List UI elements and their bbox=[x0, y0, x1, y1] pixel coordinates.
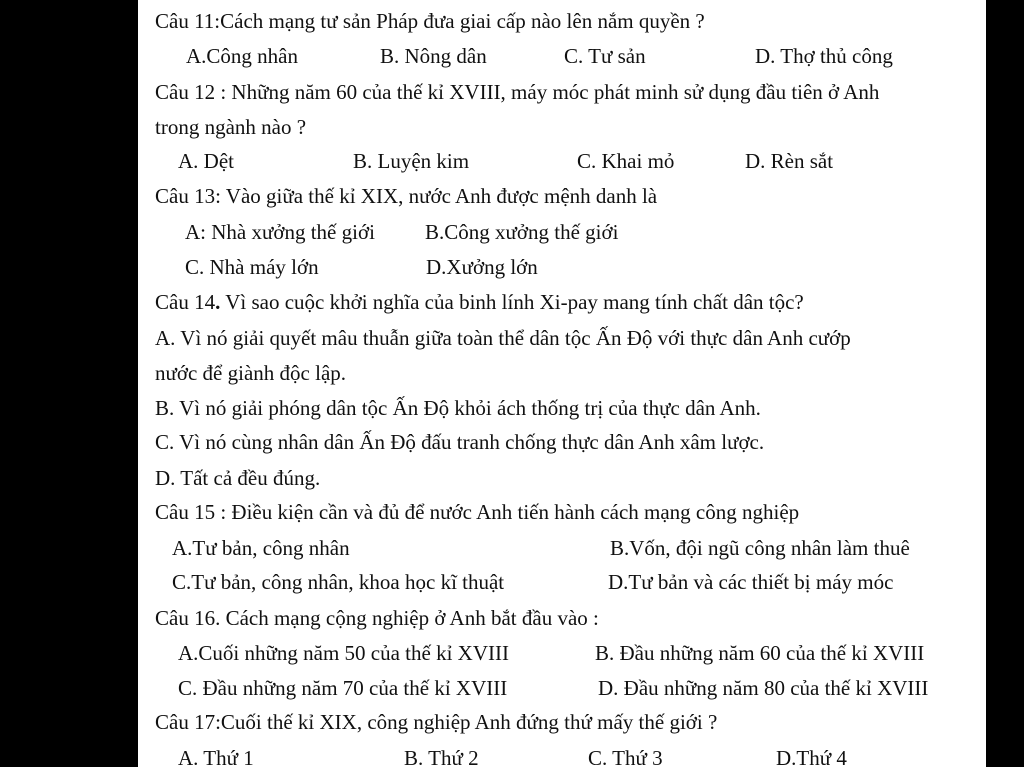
question-15-option-b: B.Vốn, đội ngũ công nhân làm thuê bbox=[610, 536, 910, 560]
question-13-option-b: B.Công xưởng thế giới bbox=[425, 220, 619, 244]
question-13-stem: Câu 13: Vào giữa thế kỉ XIX, nước Anh được mệnh danh là bbox=[155, 184, 658, 208]
question-12-option-a: A. Dệt bbox=[178, 149, 234, 173]
document-page bbox=[138, 0, 986, 767]
question-14-label-dot: . bbox=[215, 290, 221, 314]
question-12-stem-line2: trong ngành nào ? bbox=[155, 115, 307, 139]
question-14-option-c: C. Vì nó cùng nhân dân Ấn Độ đấu tranh chống thực dân Anh xâm lược. bbox=[155, 430, 765, 454]
question-11-option-b: B. Nông dân bbox=[380, 44, 487, 68]
question-14-stem bbox=[155, 290, 804, 314]
question-13-option-d: D.Xưởng lớn bbox=[426, 255, 538, 279]
question-12-stem-line1: Câu 12 : Những năm 60 của thế kỉ XVIII, máy móc phát minh sử dụng đầu tiên ở Anh bbox=[155, 80, 880, 104]
question-12-option-b: B. Luyện kim bbox=[353, 149, 470, 173]
right-black-border bbox=[986, 0, 1024, 767]
question-17-stem: Câu 17:Cuối thế kỉ XIX, công nghiệp Anh đứng thứ mấy thế giới ? bbox=[155, 710, 718, 734]
question-11-stem: Câu 11:Cách mạng tư sản Pháp đưa giai cấp nào lên nắm quyền ? bbox=[155, 9, 705, 33]
question-16-option-c: C. Đầu những năm 70 của thế kỉ XVIII bbox=[178, 676, 508, 700]
question-16-option-a: A.Cuối những năm 50 của thế kỉ XVIII bbox=[178, 641, 509, 665]
question-17-option-d: D.Thứ 4 bbox=[776, 746, 847, 767]
left-black-border bbox=[0, 0, 138, 767]
question-12-option-c: C. Khai mỏ bbox=[577, 149, 675, 173]
question-14-stem-text: Vì sao cuộc khởi nghĩa của binh lính Xi-pay mang tính chất dân tộc? bbox=[220, 290, 804, 314]
question-16-option-d: D. Đầu những năm 80 của thế kỉ XVIII bbox=[598, 676, 929, 700]
question-11-option-c: C. Tư sản bbox=[564, 44, 646, 68]
question-13-option-a: A: Nhà xưởng thế giới bbox=[185, 220, 375, 244]
question-14-option-a-line2: nước để giành độc lập. bbox=[155, 361, 347, 385]
question-14-label: Câu 14 bbox=[155, 290, 216, 314]
question-12-option-d: D. Rèn sắt bbox=[745, 149, 834, 173]
question-14-option-a-line1: A. Vì nó giải quyết mâu thuẫn giữa toàn thể dân tộc Ấn Độ với thực dân Anh cướp bbox=[155, 326, 851, 350]
question-15-option-c: C.Tư bản, công nhân, khoa học kĩ thuật bbox=[172, 570, 505, 594]
question-15-option-d: D.Tư bản và các thiết bị máy móc bbox=[608, 570, 894, 594]
question-16-option-b: B. Đầu những năm 60 của thế kỉ XVIII bbox=[595, 641, 925, 665]
question-17-option-b: B. Thứ 2 bbox=[404, 746, 479, 767]
question-14-option-d: D. Tất cả đều đúng. bbox=[155, 466, 321, 490]
question-14-option-b: B. Vì nó giải phóng dân tộc Ấn Độ khỏi ách thống trị của thực dân Anh. bbox=[155, 396, 761, 420]
question-11-option-a: A.Công nhân bbox=[186, 44, 298, 68]
question-15-option-a: A.Tư bản, công nhân bbox=[172, 536, 350, 560]
question-16-stem: Câu 16. Cách mạng cộng nghiệp ở Anh bắt đầu vào : bbox=[155, 606, 599, 630]
question-13-option-c: C. Nhà máy lớn bbox=[185, 255, 319, 279]
question-17-option-c: C. Thứ 3 bbox=[588, 746, 663, 767]
question-11-option-d: D. Thợ thủ công bbox=[755, 44, 893, 68]
question-15-stem: Câu 15 : Điều kiện cần và đủ để nước Anh tiến hành cách mạng công nghiệp bbox=[155, 500, 800, 524]
question-17-option-a: A. Thứ 1 bbox=[178, 746, 254, 767]
